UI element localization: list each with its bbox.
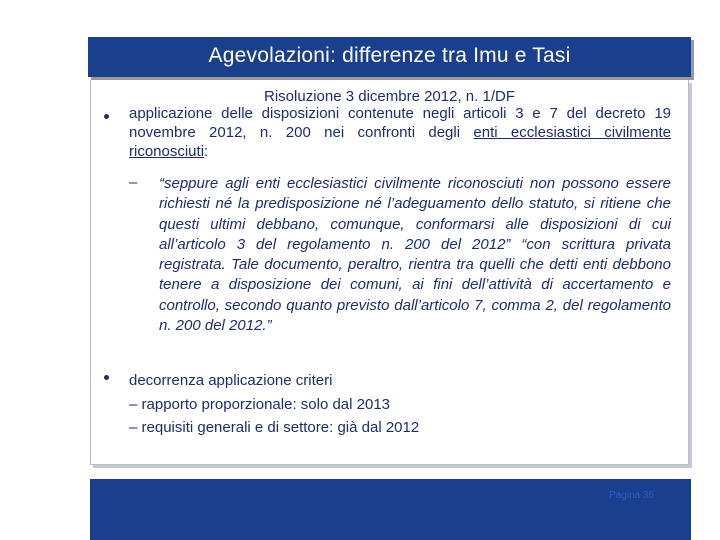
subheading: Risoluzione 3 dicembre 2012, n. 1/DF <box>264 88 515 105</box>
bullet-2-item-1: – rapporto proporzionale: solo dal 2013 <box>129 396 391 413</box>
page-number: Pagina 36 <box>609 490 655 501</box>
bullet-1-text-main: applicazione delle disposizioni contenute negli articoli 3 e 7 del decreto 19 novembre 2012, n. 200 nei confronti degli <box>129 105 671 141</box>
bullet-dot-1 <box>104 114 109 119</box>
footer-bar <box>90 479 691 540</box>
bullet-dot-2 <box>104 375 109 380</box>
bullet-1-underlined: enti ecclesiastici civilmente riconosciuti <box>129 123 671 160</box>
bullet-1-dash: – <box>129 174 138 191</box>
title-bar <box>88 37 691 77</box>
bullet-2-text: decorrenza applicazione criteri <box>129 372 333 389</box>
bullet-1-colon: : <box>204 142 209 160</box>
bullet-2-item-2: – requisiti generali e di settore: già dal 2012 <box>129 419 420 436</box>
slide-title: Agevolazioni: differenze tra Imu e Tasi <box>208 44 571 67</box>
bullet-1-quote: “seppure agli enti ecclesiastici civilmente riconosciuti non possono essere richiesti né la predisposizione né l’adeguamento dello statuto, si ritiene che questi ultimi debbano, comunque, conformarsi alle disposizioni di cui all’articolo 3 del regolamento n. 200 del 2012” “con scrittura privata registrata. Tale documento, peraltro, rientra tra quelli che detti enti debbono tenere a disposizione dei comuni, ai fini dell’attività di accertamento e controllo, secondo quanto previsto dall’articolo 7, comma 2, del regolamento n. 200 del 2012.” <box>159 175 671 335</box>
bullet-1-text <box>129 105 671 161</box>
